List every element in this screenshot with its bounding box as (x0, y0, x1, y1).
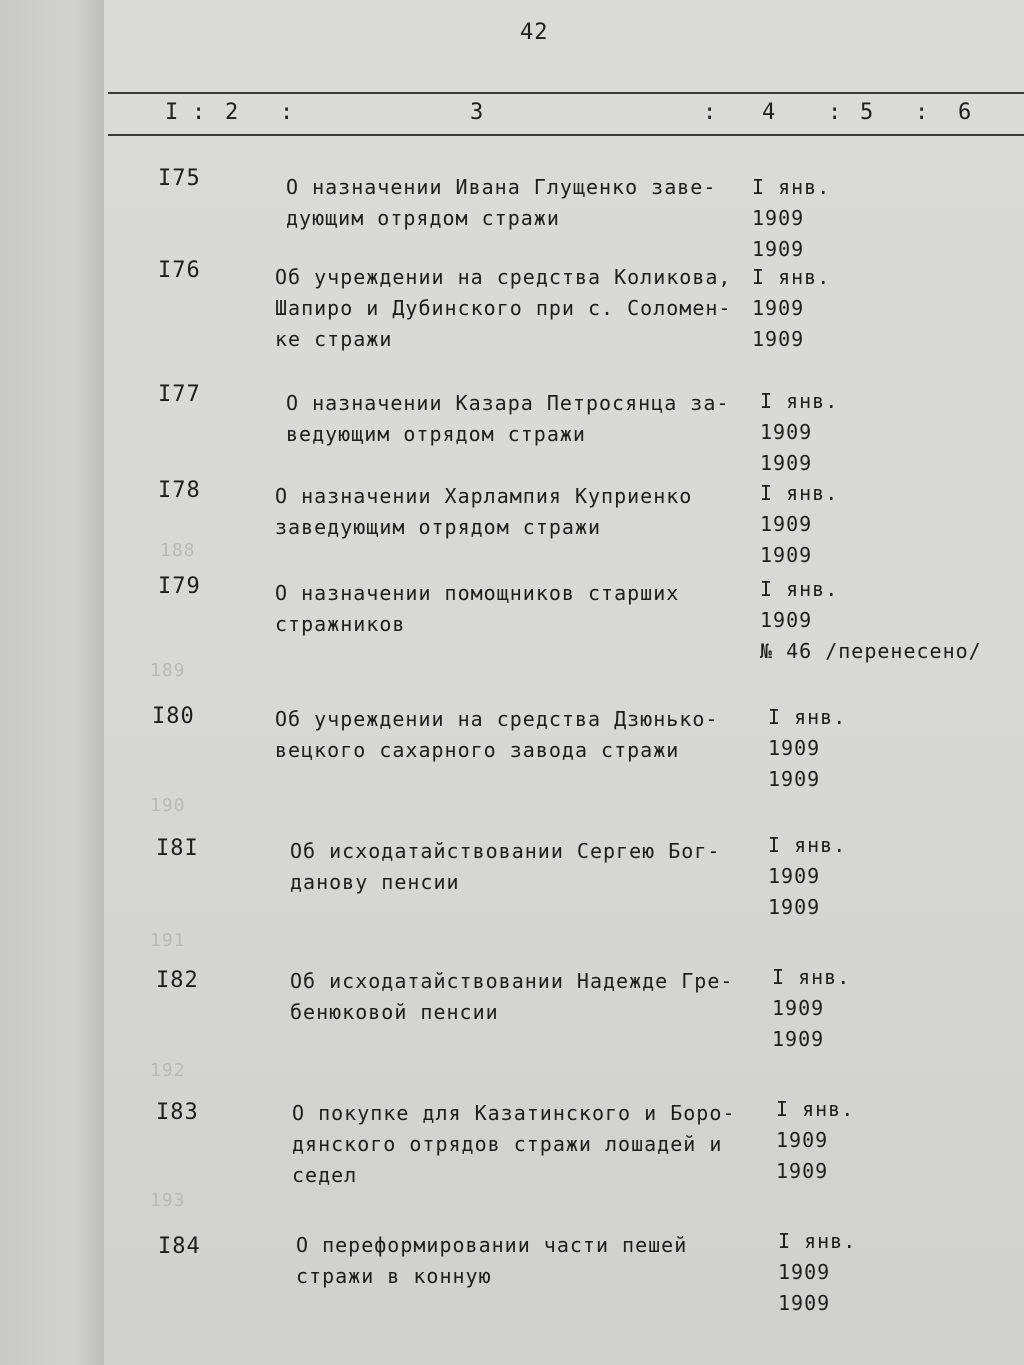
column-separator: : (703, 100, 717, 125)
column-separator: : (828, 100, 842, 125)
entry-date-line: 1909 (760, 451, 813, 475)
entry-title: О назначении Казара Петросянца за- ведующим отрядом стражи (286, 391, 730, 446)
entry-title: Об учреждении на средства Дзюнько- вецкого сахарного завода стражи (275, 707, 719, 762)
entry-date-line: I янв. (768, 705, 847, 729)
column-header-2: 2 (225, 100, 239, 125)
entry-date-line: I янв. (772, 965, 851, 989)
entry-date (778, 1226, 1024, 1319)
entry-date-line: 1909 (760, 543, 813, 567)
column-separator: : (915, 100, 929, 125)
entry-date-line: 1909 (752, 206, 805, 230)
entry-title: О покупке для Казатинского и Боро- дянского отрядов стражи лошадей и седел (292, 1101, 736, 1187)
bleed-through-mark: 190 (150, 795, 186, 816)
entry-date (760, 386, 1020, 479)
entry-date-line: I янв. (776, 1097, 855, 1121)
entry-date-line: I янв. (768, 833, 847, 857)
entry-title: Об учреждении на средства Коликова, Шапиро и Дубинского при с. Соломен- ке стражи (275, 265, 732, 351)
entry-date-line: 1909 (752, 237, 805, 261)
header-rule-bottom (108, 134, 1024, 136)
entry-date-line: 1909 (768, 895, 821, 919)
column-header-3: 3 (470, 100, 484, 125)
entry-date-line: 1909 (760, 420, 813, 444)
entry-date (776, 1094, 1024, 1187)
entry-date-line: 1909 (778, 1260, 831, 1284)
entry-date-line: 1909 (768, 864, 821, 888)
entry-date-line: 1909 (772, 1027, 825, 1051)
entry-date (752, 262, 1012, 355)
entry-number: I83 (156, 1100, 199, 1125)
entry-number: I8I (156, 836, 199, 861)
entry-date (760, 574, 1020, 667)
entry-date-line: № 46 /перенесено/ (760, 639, 982, 663)
entry-number: I80 (152, 704, 195, 729)
entry-number: I76 (158, 258, 201, 283)
column-separator: : (192, 100, 206, 125)
entry-number: I75 (158, 166, 201, 191)
entry-date-line: 1909 (752, 296, 805, 320)
entry-title: Об исходатайствовании Надежде Гре- бенюковой пенсии (290, 969, 734, 1024)
entry-date (772, 962, 1024, 1055)
entry-date-line: 1909 (768, 767, 821, 791)
binding-margin (0, 0, 104, 1365)
column-header-6: 6 (958, 100, 972, 125)
entry-number: I79 (158, 574, 201, 599)
entry-date-line: 1909 (776, 1128, 829, 1152)
bleed-through-mark: 192 (150, 1060, 186, 1081)
entry-number: I77 (158, 382, 201, 407)
entry-date-line: I янв. (760, 389, 839, 413)
entry-date-line: I янв. (760, 481, 839, 505)
column-separator: : (280, 100, 294, 125)
entry-date-line: 1909 (778, 1291, 831, 1315)
page-number: 42 (520, 20, 549, 45)
entry-date (768, 702, 1024, 795)
entry-date-line: 1909 (776, 1159, 829, 1183)
column-header-1: I (165, 100, 179, 125)
entry-date-line: 1909 (772, 996, 825, 1020)
entry-date-line: I янв. (752, 265, 831, 289)
entry-title: Об исходатайствовании Сергею Бог- данову пенсии (290, 839, 721, 894)
entry-date-line: 1909 (760, 608, 813, 632)
entry-number: I82 (156, 968, 199, 993)
entry-title: О назначении Ивана Глущенко заве- дующим отрядом стражи (286, 175, 717, 230)
entry-number: I84 (158, 1234, 201, 1259)
entry-date (752, 172, 1012, 265)
entry-number: I78 (158, 478, 201, 503)
entry-date-line: I янв. (752, 175, 831, 199)
bleed-through-mark: 188 (160, 540, 196, 561)
entry-title: О переформировании части пешей стражи в конную (296, 1233, 688, 1288)
column-header-4: 4 (762, 100, 776, 125)
entry-date-line: I янв. (778, 1229, 857, 1253)
entry-date-line: I янв. (760, 577, 839, 601)
bleed-through-mark: 193 (150, 1190, 186, 1211)
entry-date-line: 1909 (768, 736, 821, 760)
header-rule-top (108, 92, 1024, 94)
bleed-through-mark: 191 (150, 930, 186, 951)
entry-date-line: 1909 (760, 512, 813, 536)
entry-title: О назначении помощников старших стражников (275, 581, 680, 636)
column-header-5: 5 (860, 100, 874, 125)
entry-date-line: 1909 (752, 327, 805, 351)
entry-title: О назначении Харлампия Куприенко заведующим отрядом стражи (275, 484, 693, 539)
entry-date (768, 830, 1024, 923)
entry-date (760, 478, 1020, 571)
bleed-through-mark: 189 (150, 660, 186, 681)
